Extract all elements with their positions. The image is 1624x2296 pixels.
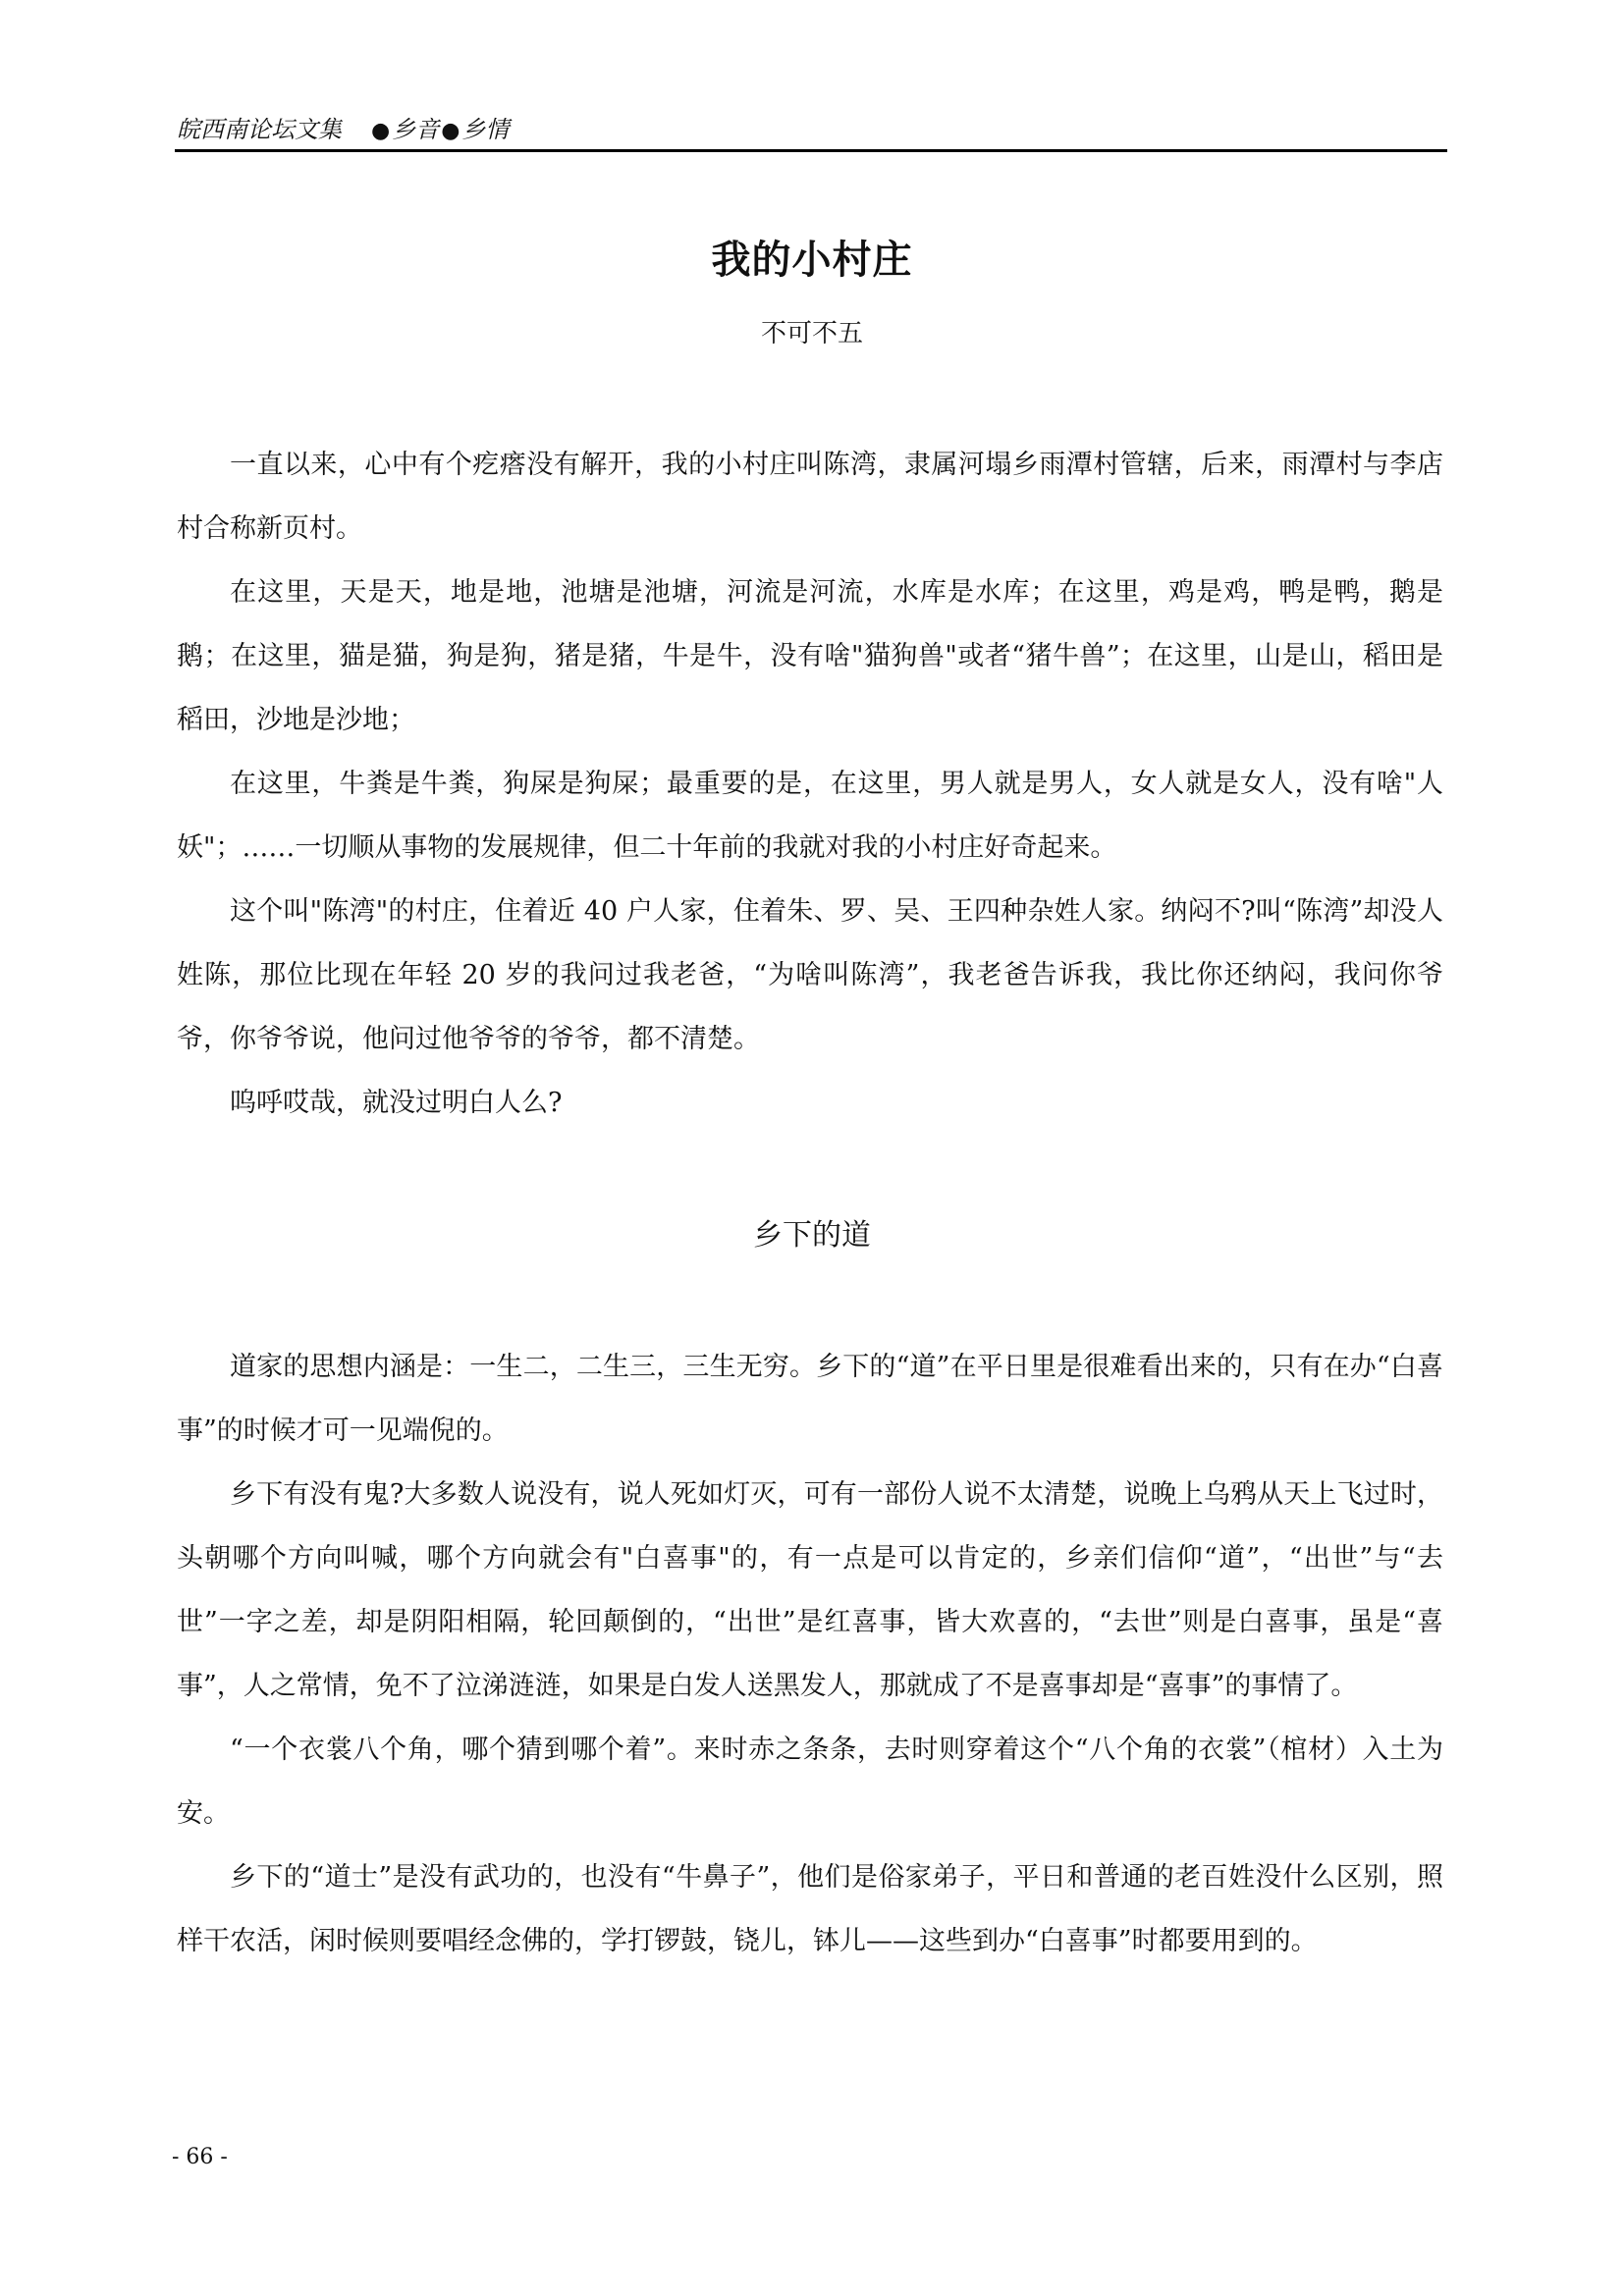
header-section-1: 乡音	[392, 116, 440, 143]
section-body	[177, 1335, 1443, 1973]
bullet-icon: ●	[441, 119, 460, 143]
paragraph: 在这里，天是天，地是地，池塘是池塘，河流是河流，水库是水库；在这里，鸡是鸡，鸭是鸭，鹅是鹅；在这里，猫是猫，狗是狗，猪是猪，牛是牛，没有啥"猫狗兽"或者“猪牛兽”；在这里，山是山，稻田是稻田，沙地是沙地；	[177, 577, 1443, 735]
paragraph: 这个叫"陈湾"的村庄，住着近 40 户人家，住着朱、罗、吴、王四种杂姓人家。纳闷不?叫“陈湾”却没人姓陈，那位比现在年轻 20 岁的我问过我老爸，“为啥叫陈湾”，我老爸告诉我，我比你还纳闷，我问你爷爷，你爷爷说，他问过他爷爷的爷爷，都不清楚。	[177, 896, 1443, 1054]
article-body	[177, 433, 1443, 1135]
header-text	[177, 115, 509, 146]
bullet-icon: ●	[371, 119, 391, 143]
paragraph: 道家的思想内涵是：一生二，二生三，三生无穷。乡下的“道”在平日里是很难看出来的，只有在办“白喜事”的时候才可一见端倪的。	[177, 1352, 1443, 1446]
header-publication: 皖西南论坛文集	[177, 116, 342, 143]
page-number: - 66 -	[172, 2145, 228, 2169]
article-title: 我的小村庄	[711, 238, 913, 283]
paragraph: 乡下有没有鬼?大多数人说没有，说人死如灯灭，可有一部份人说不太清楚，说晚上乌鸦从天上飞过时，头朝哪个方向叫喊，哪个方向就会有"白喜事"的，有一点是可以肯定的，乡亲们信仰“道”，“出世”与“去世”一字之差，却是阴阳相隔，轮回颠倒的，“出世”是红喜事，皆大欢喜的，“去世”则是白喜事，虽是“喜事”，人之常情，免不了泣涕涟涟，如果是白发人送黑发人，那就成了不是喜事却是“喜事”的事情了。	[177, 1479, 1443, 1701]
paragraph: 呜呼哎哉，就没过明白人么?	[230, 1088, 563, 1118]
header-section-2: 乡情	[461, 116, 510, 143]
paragraph: 一直以来，心中有个疙瘩没有解开，我的小村庄叫陈湾，隶属河塌乡雨潭村管辖，后来，雨潭村与李店村合称新页村。	[177, 450, 1443, 544]
paragraph: 在这里，牛粪是牛粪，狗屎是狗屎；最重要的是，在这里，男人就是男人，女人就是女人，没有啥"人妖"；……一切顺从事物的发展规律，但二十年前的我就对我的小村庄好奇起来。	[177, 769, 1443, 863]
section-title: 乡下的道	[753, 1218, 871, 1253]
paragraph: “一个衣裳八个角，哪个猜到哪个着”。来时赤之条条，去时则穿着这个“八个角的衣裳”（棺材）入土为安。	[177, 1735, 1443, 1829]
running-header	[175, 115, 1447, 152]
paragraph: 乡下的“道士”是没有武功的，也没有“牛鼻子”，他们是俗家弟子，平日和普通的老百姓没什么区别，照样干农活，闲时候则要唱经念佛的，学打锣鼓，铙儿，钵儿——这些到办“白喜事”时都要用到的。	[177, 1862, 1443, 1956]
article-author: 不可不五	[760, 319, 863, 348]
